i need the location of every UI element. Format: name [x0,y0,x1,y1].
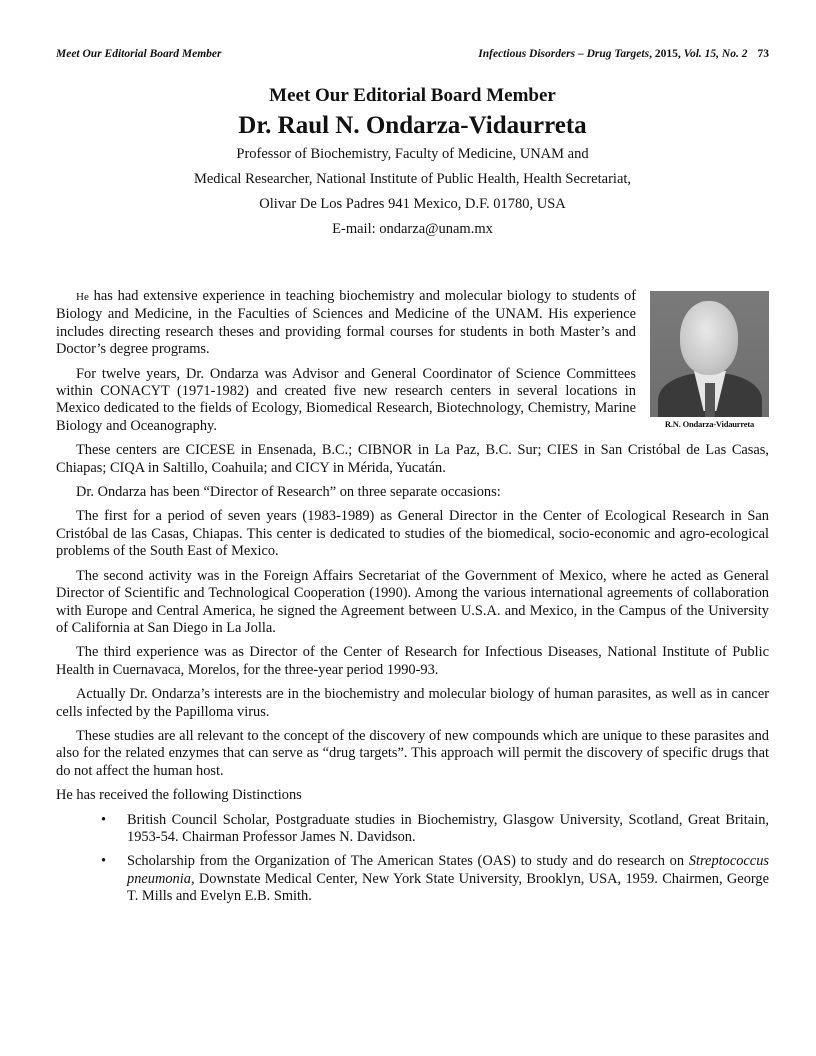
paragraph: The first for a period of seven years (1983-1989) as General Director in the Center of Ecological Research in San Cristóbal de las Casas, Chiapas. This center is dedicated to studies of the biomedical, socio-economic and agro-ecological problems of the South East of Mexico. [56,508,769,560]
paragraph: Dr. Ondarza has been “Director of Research” on three separate occasions: [76,484,501,501]
affiliation-line: Medical Researcher, National Institute of Public Health, Health Secretariat, [193,171,632,187]
address-line: Olivar De Los Padres 941 Mexico, D.F. 01780, USA [259,196,566,212]
paragraph: Actually Dr. Ondarza’s interests are in the biochemistry and molecular biology of human parasites, as well as in cancer cells infected by the Papilloma virus. [56,686,769,720]
affiliation-line: Professor of Biochemistry, Faculty of Medicine, UNAM and [236,146,589,162]
paragraph: The third experience was as Director of the Center of Research for Infectious Diseases, National Institute of Public Health in Cuernavaca, Morelos, for the three-year period 1990-93. [56,644,769,678]
species-name: Streptococcus pneumonia [127,853,769,887]
running-head [56,48,769,64]
distinction-text: , Downstate Medical Center, New York State University, Brooklyn, USA, 1959. Chairmen, George T. Mills and Evelyn E.B. Smith. [127,870,769,905]
page-number: 73 [757,48,769,60]
portrait-caption: R.N. Ondarza-Vidaurreta [664,419,755,429]
distinction-text: Scholarship from the Organization of The American States (OAS) to study and do research on [127,853,689,870]
paragraph: These centers are CICESE in Ensenada, B.C.; CIBNOR in La Paz, B.C. Sur; CIES in San Cristóbal de Las Casas, Chiapas; CIQA in Saltillo, Coahuila; and CICY in Mérida, Yucatán. [56,442,769,476]
distinctions-intro: He has received the following Distinctions [56,787,302,804]
bullet-icon: • [101,853,107,870]
distinction-text: British Council Scholar, Postgraduate studies in Biochemistry, Glasgow University, Scotland, Great Britain, 1953-54. Chairman Professor James N. Davidson. [127,811,769,845]
article-body [56,288,769,913]
section-title: Meet Our Editorial Board Member [269,85,556,106]
distinction-item [56,853,769,905]
paragraph: These studies are all relevant to the concept of the discovery of new compounds which are unique to these parasites and also for the related enzymes that can serve as “drug targets”. This approach will permit the discovery of specific drugs that do not affect the human host. [56,727,769,779]
journal-year: 2015 [654,48,678,60]
paragraph-text: has had extensive experience in teaching biochemistry and molecular biology to students of Biology and Medicine, in the Faculties of Sciences and Medicine of the UNAM. His experience includes directing research theses and providing formal courses for students in both Master’s and Doctor’s degree programs. [56,288,636,358]
bullet-icon: • [101,811,107,828]
member-name: Dr. Raul N. Ondarza-Vidaurreta [238,112,587,139]
article-heading [56,84,769,242]
paragraph: The second activity was in the Foreign Affairs Secretariat of the Government of Mexico, where he acted as General Director of Scientific and Technological Cooperation (1990). Among the various international agreements of collaboration with Europe and Central America, he signed the Agreement between U.S.A. and Mexico, in the Campus of the University of California at San Diego in La Jolla. [56,567,769,636]
distinctions-list [56,812,769,906]
running-head-section: Meet Our Editorial Board Member [56,48,222,60]
paragraph: For twelve years, Dr. Ondarza was Advisor and General Coordinator of Science Committees within CONACYT (1971-1982) and created five new research centers in several locations in Mexico dedicated to the fields of Ecology, Biomedical Research, Biotechnology, Chemistry, Marine Biology and Oceanography. [56,365,636,434]
paragraph-lead: He [76,291,89,303]
distinction-item [56,812,769,847]
journal-name: Infectious Disorders – Drug Targets [478,48,650,60]
email-line: E-mail: ondarza@unam.mx [332,221,493,237]
paragraph [56,288,636,359]
journal-volume: Vol. 15, No. 2 [683,48,748,60]
running-head-citation: Infectious Disorders – Drug Targets, 2015, Vol. 15, No. 2 73 [478,48,769,60]
